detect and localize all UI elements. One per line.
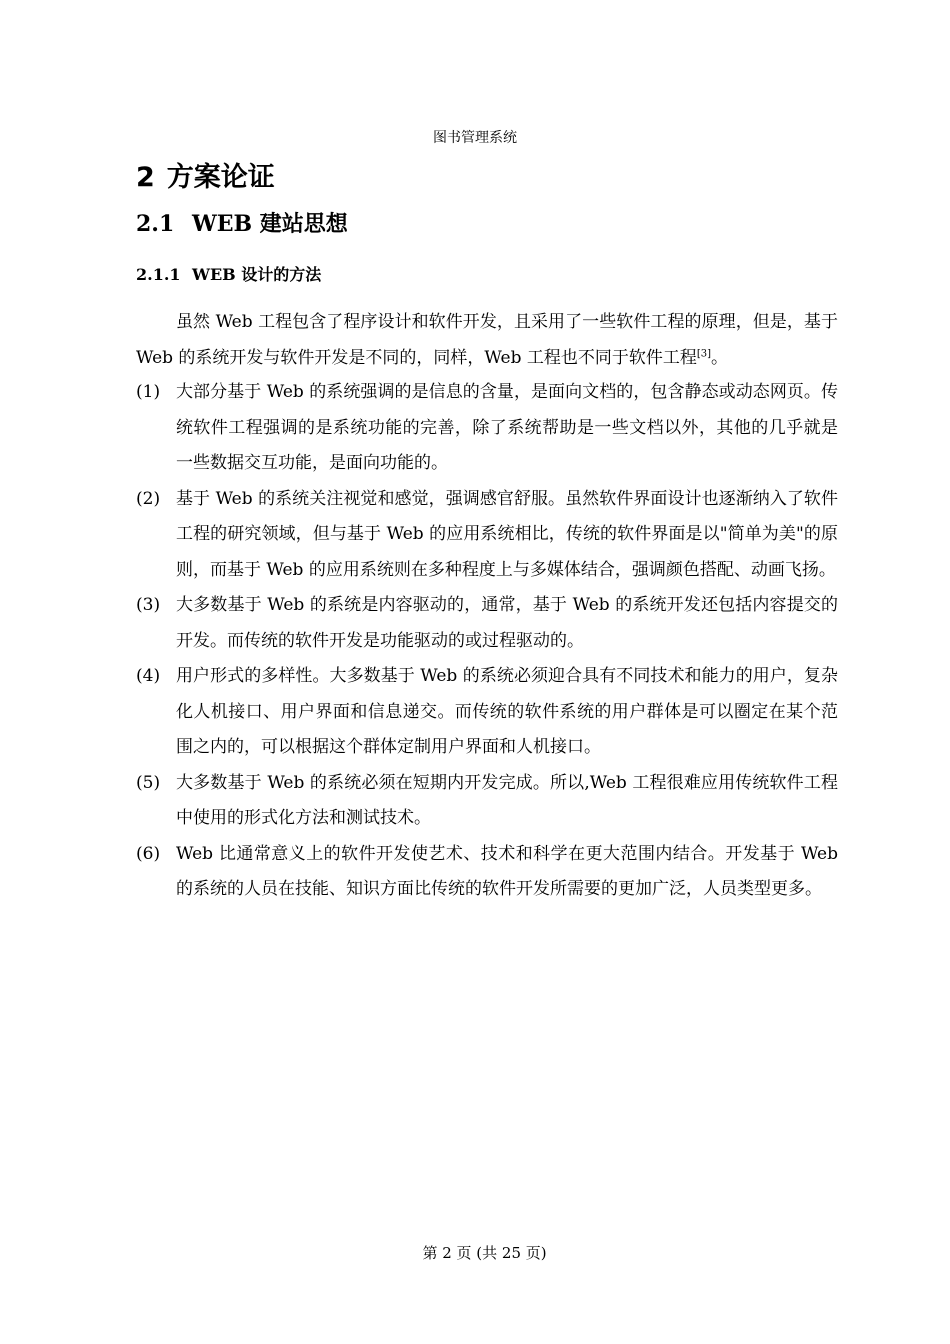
section-title bbox=[136, 206, 348, 242]
page-footer bbox=[0, 1220, 950, 1286]
subsection-title bbox=[136, 262, 321, 288]
list-marker: (3) bbox=[136, 595, 161, 615]
list-item bbox=[136, 482, 838, 589]
list-marker: (4) bbox=[136, 666, 161, 686]
list-item-text: 大多数基于 Web 的系统是内容驱动的，通常，基于 Web 的系统开发还包括内容提交的开发。而传统的软件开发是功能驱动的或过程驱动的。 bbox=[176, 595, 838, 651]
chapter-number: 2 bbox=[136, 162, 155, 193]
list-marker: (5) bbox=[136, 772, 161, 793]
chapter-title-text: 方案论证 bbox=[166, 162, 275, 193]
page-number: 第 2 页 (共 25 页) bbox=[422, 1244, 547, 1262]
subsection-number: 2.1.1 bbox=[136, 265, 181, 284]
intro-paragraph bbox=[136, 305, 838, 376]
list-item bbox=[136, 659, 838, 766]
intro-text: 虽然 Web 工程包含了程序设计和软件开发，且采用了一些软件工程的原理，但是，基于 Web 的系统开发与软件开发是不同的，同样，Web 工程也不同于软件工程 bbox=[136, 312, 838, 368]
list-item-text: 大多数基于 Web 的系统必须在短期内开发完成。所以,Web 工程很难应用传统软件工程中使用的形式化方法和测试技术。 bbox=[176, 772, 838, 828]
list-item bbox=[136, 588, 838, 659]
list-item-text: 大部分基于 Web 的系统强调的是信息的含量，是面向文档的，包含静态或动态网页。传统软件工程强调的是系统功能的完善，除了系统帮助是一些文档以外，其他的几乎就是一些数据交互功能，是面向功能的。 bbox=[176, 382, 838, 473]
chapter-title bbox=[136, 158, 275, 198]
list-marker: (2) bbox=[136, 488, 161, 509]
section-title-text: WEB 建站思想 bbox=[192, 211, 348, 237]
difference-list bbox=[136, 375, 838, 908]
list-item bbox=[136, 766, 838, 837]
intro-end: 。 bbox=[711, 347, 729, 368]
section-number: 2.1 bbox=[136, 211, 175, 237]
list-item-text: Web 比通常意义上的软件开发使艺术、技术和科学在更大范围内结合。开发基于 Web 的系统的人员在技能、知识方面比传统的软件开发所需要的更加广泛，人员类型更多。 bbox=[176, 843, 838, 899]
list-item-text: 基于 Web 的系统关注视觉和感觉，强调感官舒服。虽然软件界面设计也逐渐纳入了软件工程的研究领域，但与基于 Web 的应用系统相比，传统的软件界面是以"简单为美"的原则，而基于 Web 的应用系统则在多种程度上与多媒体结合，强调颜色搭配、动画飞扬。 bbox=[176, 488, 838, 580]
list-item bbox=[136, 375, 838, 482]
list-item-text: 用户形式的多样性。大多数基于 Web 的系统必须迎合具有不同技术和能力的用户，复杂化人机接口、用户界面和信息递交。而传统的软件系统的用户群体是可以圈定在某个范围之内的，可以根据这个群体定制用户界面和人机接口。 bbox=[176, 666, 838, 757]
list-marker: (1) bbox=[136, 382, 161, 402]
list-marker: (6) bbox=[136, 843, 161, 864]
running-header bbox=[0, 128, 950, 148]
running-header-title: 图书管理系统 bbox=[433, 130, 517, 146]
citation-ref: [3] bbox=[696, 347, 712, 359]
subsection-title-text: WEB 设计的方法 bbox=[192, 265, 322, 284]
list-item bbox=[136, 837, 838, 908]
